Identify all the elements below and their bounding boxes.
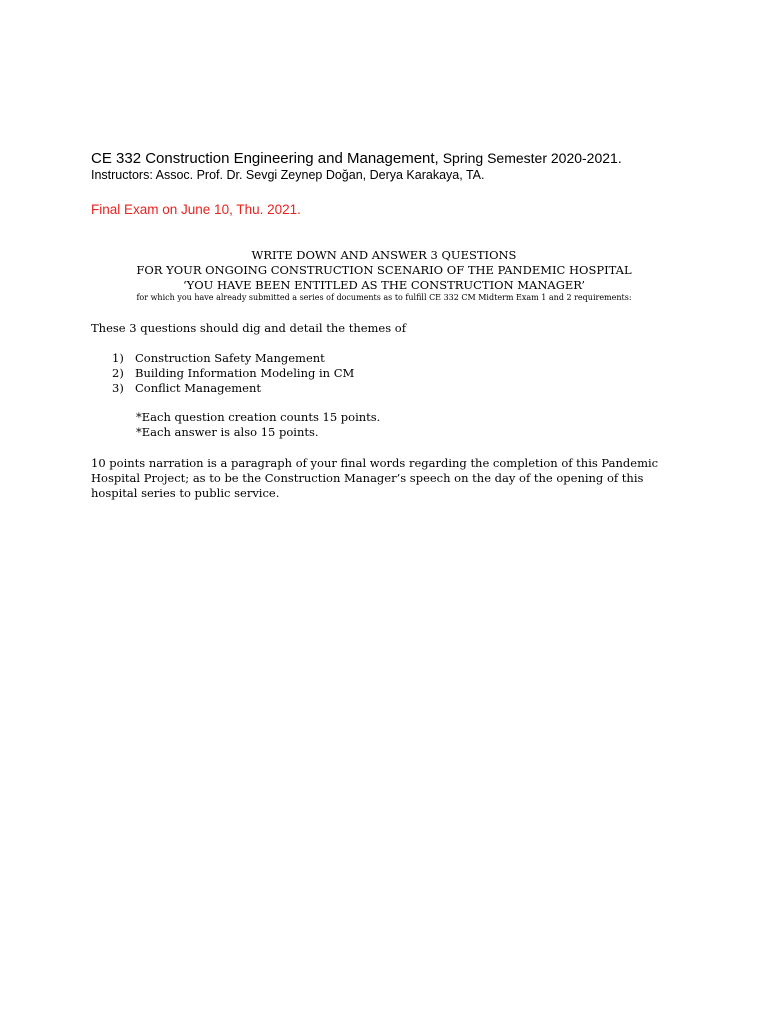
list-item: 1) Construction Safety Mangement: [112, 351, 325, 365]
heading-line-3: ‘YOU HAVE BEEN ENTITLED AS THE CONSTRUCTION MANAGER’: [183, 278, 585, 292]
heading-line-1: WRITE DOWN AND ANSWER 3 QUESTIONS: [251, 248, 517, 262]
narration-line-1: 10 points narration is a paragraph of your final words regarding the completion of this Pandemic: [91, 456, 659, 470]
narration-line-2: Hospital Project; as to be the Construction Manager’s speech on the day of the opening of this: [91, 471, 644, 485]
narration-line-3: hospital series to public service.: [91, 486, 280, 500]
themes-intro: These 3 questions should dig and detail the themes of: [91, 321, 406, 335]
themes-list: [112, 351, 354, 396]
points-notes: [136, 410, 380, 440]
list-item: 2) Building Information Modeling in CM: [112, 366, 355, 380]
question-points: *Each question creation counts 15 points.: [136, 410, 381, 424]
course-title: CE 332 Construction Engineering and Management,: [91, 150, 439, 167]
heading-line-2: FOR YOUR ONGOING CONSTRUCTION SCENARIO OF THE PANDEMIC HOSPITAL: [136, 263, 632, 277]
course-title-line: [91, 150, 622, 168]
list-item: 3) Conflict Management: [112, 381, 261, 395]
narration-paragraph: [91, 456, 691, 501]
answer-points: *Each answer is also 15 points.: [136, 425, 319, 439]
instructors-line: Instructors: Assoc. Prof. Dr. Sevgi Zeynep Doğan, Derya Karakaya, TA.: [91, 168, 485, 182]
heading-note: for which you have already submitted a series of documents as to fulfill CE 332 CM Midterm Exam 1 and 2 requirements:: [136, 293, 632, 302]
final-exam-date: Final Exam on June 10, Thu. 2021.: [91, 202, 301, 217]
instructions-heading: [0, 248, 768, 303]
semester-label: Spring Semester 2020-2021.: [442, 150, 622, 166]
